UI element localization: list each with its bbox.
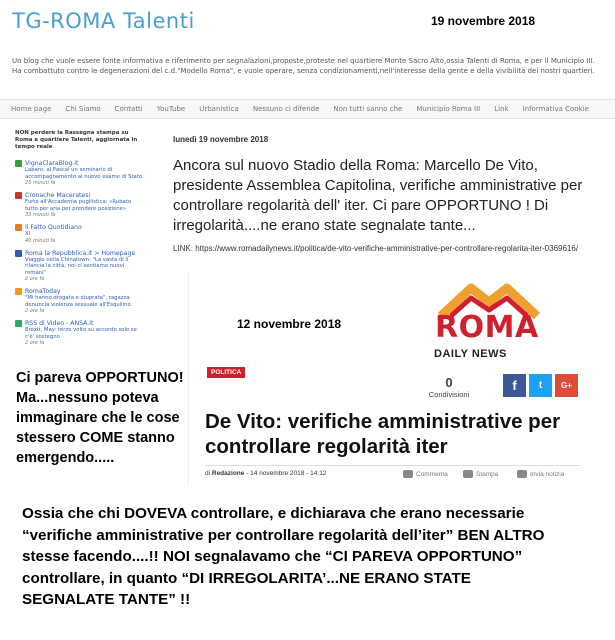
nav-item-link[interactable]: Link <box>494 105 509 113</box>
feed-favicon-icon <box>15 160 22 167</box>
feed-headline[interactable]: XI <box>25 231 31 237</box>
nav-item-youtube[interactable]: YouTube <box>156 105 186 113</box>
send-icon <box>517 470 527 478</box>
overlay-line: Ci pareva OPPORTUNO! <box>16 370 184 386</box>
feed-source[interactable]: Roma la Repubblica.it > Homepage <box>25 249 136 257</box>
date-overlay: 19 novembre 2018 <box>431 14 536 28</box>
feed-source[interactable]: VignaClaraBlog.it <box>25 160 79 167</box>
feed-favicon-icon <box>15 192 22 199</box>
article-author: di Redazione - 14 novembre 2018 - 14:12 <box>205 470 327 477</box>
nav-item-urbanistica[interactable]: Urbanistica <box>199 105 239 113</box>
share-label: Condivisioni <box>428 390 470 399</box>
facebook-share-button[interactable]: f <box>503 374 526 397</box>
overlay-line: SEGNALATE TANTE” !! <box>22 591 191 608</box>
nav-bar <box>0 99 615 119</box>
post-title[interactable]: Ancora sul nuovo Stadio della Roma: Marcello De Vito, presidente Assemblea Capitolina, verifiche amministrative per controllare regolarità dell' iter. Ci pare OPPORTUNO ! Di irregolarità....ne erano state segnalate tante... <box>173 157 583 234</box>
blog-description: Un blog che vuole essere fonte informativa e riferimento per segnalazioni,proposte,proteste nel quartiere Monte Sacro Alto,ossia Talenti di Roma, e per il Municipio III. Ha combattuto contro le degenerazioni del c.d."Modello Roma", e vuole operare, senza condizionamenti,nell'interesse della gente e della vivibilità dei nostri quartieri. <box>12 57 595 75</box>
twitter-share-button[interactable]: t <box>529 374 552 397</box>
feed-headline[interactable]: Furto all'Accademia pugilistica: «Rubato tutto per aria per prendere posizione» <box>25 199 132 212</box>
overlay-line: stessero COME stanno <box>16 430 175 446</box>
nav-item-chi-siamo[interactable]: Chi Siamo <box>65 105 101 113</box>
feed-item[interactable] <box>15 224 145 244</box>
overlay-comment-left <box>16 368 184 468</box>
feed-time: 40 minuti fa <box>25 237 56 244</box>
article-date-overlay: 12 novembre 2018 <box>237 317 342 331</box>
feed-source[interactable]: Il Fatto Quotidiano <box>25 224 82 231</box>
nav-item-municipio[interactable]: Municipio Roma III <box>416 105 481 113</box>
send-news-button[interactable]: Invia notizia <box>517 470 564 478</box>
feed-source[interactable]: Cronache Maceratesi <box>25 192 91 199</box>
feed-headline[interactable]: Brexit, May: terzo volto su accordo solo se c'è' sostegno <box>25 327 137 340</box>
nav-item-nessuno-ci-difende[interactable]: Nessuno ci difende <box>252 105 320 113</box>
feed-source[interactable]: RSS di Video - ANSA.it <box>25 320 94 327</box>
overlay-line: Ossia che chi DOVEVA controllare, e dichiarava che erano necessarie <box>22 505 525 522</box>
google-plus-share-button[interactable]: G+ <box>555 374 578 397</box>
print-icon <box>463 470 473 478</box>
feed-favicon-icon <box>15 320 22 327</box>
feed-item[interactable] <box>15 192 145 218</box>
feed-time: 2 ore fa <box>25 340 45 346</box>
overlay-line: “verifiche amministrative per controllare regolarità dell’iter” BEN ALTRO <box>22 526 545 544</box>
feed-item[interactable] <box>15 288 145 314</box>
feed-time: 33 minuti fa <box>25 212 56 218</box>
feed-time: 2 ore fa <box>25 308 45 314</box>
nav-item-cookie[interactable]: Informativa Cookie <box>522 105 589 113</box>
post-link[interactable]: LINK: https://www.romadailynews.it/politica/de-vito-verifiche-amministrative-per-controllare-regolarita-iter-0369616/ <box>173 244 579 253</box>
overlay-line: controllare, in quanto “DI IRREGOLARITA’...NE ERANO STATE <box>22 569 471 587</box>
nav-item-non-tutti-sanno[interactable]: Non tutti sanno che <box>333 105 403 113</box>
feed-source[interactable]: RomaToday <box>25 288 61 295</box>
feed-item[interactable] <box>15 320 145 346</box>
article-headline: De Vito: verifiche amministrative per controllare regolarità iter <box>205 410 561 458</box>
feed-time: 25 minuti fa <box>25 180 56 186</box>
share-counter <box>419 375 479 399</box>
feed-time: 2 ore fa <box>25 276 45 282</box>
category-badge[interactable]: POLITICA <box>207 367 245 378</box>
article-screenshot <box>188 272 588 486</box>
feed-favicon-icon <box>15 224 22 231</box>
comment-icon <box>403 470 413 478</box>
blog-title[interactable]: TG-ROMA Talenti <box>12 9 195 33</box>
nav-item-home[interactable]: Home page <box>11 105 52 113</box>
nav-item-contatti[interactable]: Contatti <box>114 105 143 113</box>
overlay-line: immaginare che le cose <box>16 410 180 426</box>
print-button[interactable]: Stampa <box>463 470 498 478</box>
sidebar-intro: NON perdere la Rassegna stampa su Roma e quartiere Talenti, aggiornata in tempo reale <box>15 130 138 150</box>
overlay-comment-bottom <box>22 503 612 611</box>
post-date: lunedì 19 novembre 2018 <box>173 135 269 144</box>
feed-headline[interactable]: Viaggio nella Chinatown: "La vasta di lì rilancia la città, noi ci sentiamo nuovi romani" <box>25 256 129 276</box>
feed-item[interactable] <box>15 250 145 283</box>
overlay-line: stesse facendo....!! NOI segnalavamo che “CI PAREVA OPPORTUNO” <box>22 548 523 565</box>
overlay-line: Ma...nessuno poteva <box>16 390 159 406</box>
sidebar-news-feed <box>15 130 145 352</box>
feed-favicon-icon <box>15 250 22 257</box>
roma-daily-news-logo[interactable] <box>423 280 555 368</box>
article-meta <box>205 465 581 477</box>
feed-item[interactable] <box>15 160 145 186</box>
feed-favicon-icon <box>15 288 22 295</box>
share-count: 0 <box>445 375 453 390</box>
comment-button[interactable]: Commenta <box>403 470 448 478</box>
logo-word: ROMA <box>435 310 539 345</box>
overlay-line: emergendo..... <box>16 450 115 466</box>
logo-subtitle: DAILY NEWS <box>434 348 507 360</box>
feed-headline[interactable]: Labaro, al Pascal un seminario di accompagnamento al nuovo esame di Stato <box>25 167 143 180</box>
feed-headline[interactable]: "Mi hanno drogata e stuprata", ragazza denuncia violenza sessuale all'Esquilino <box>25 295 131 308</box>
